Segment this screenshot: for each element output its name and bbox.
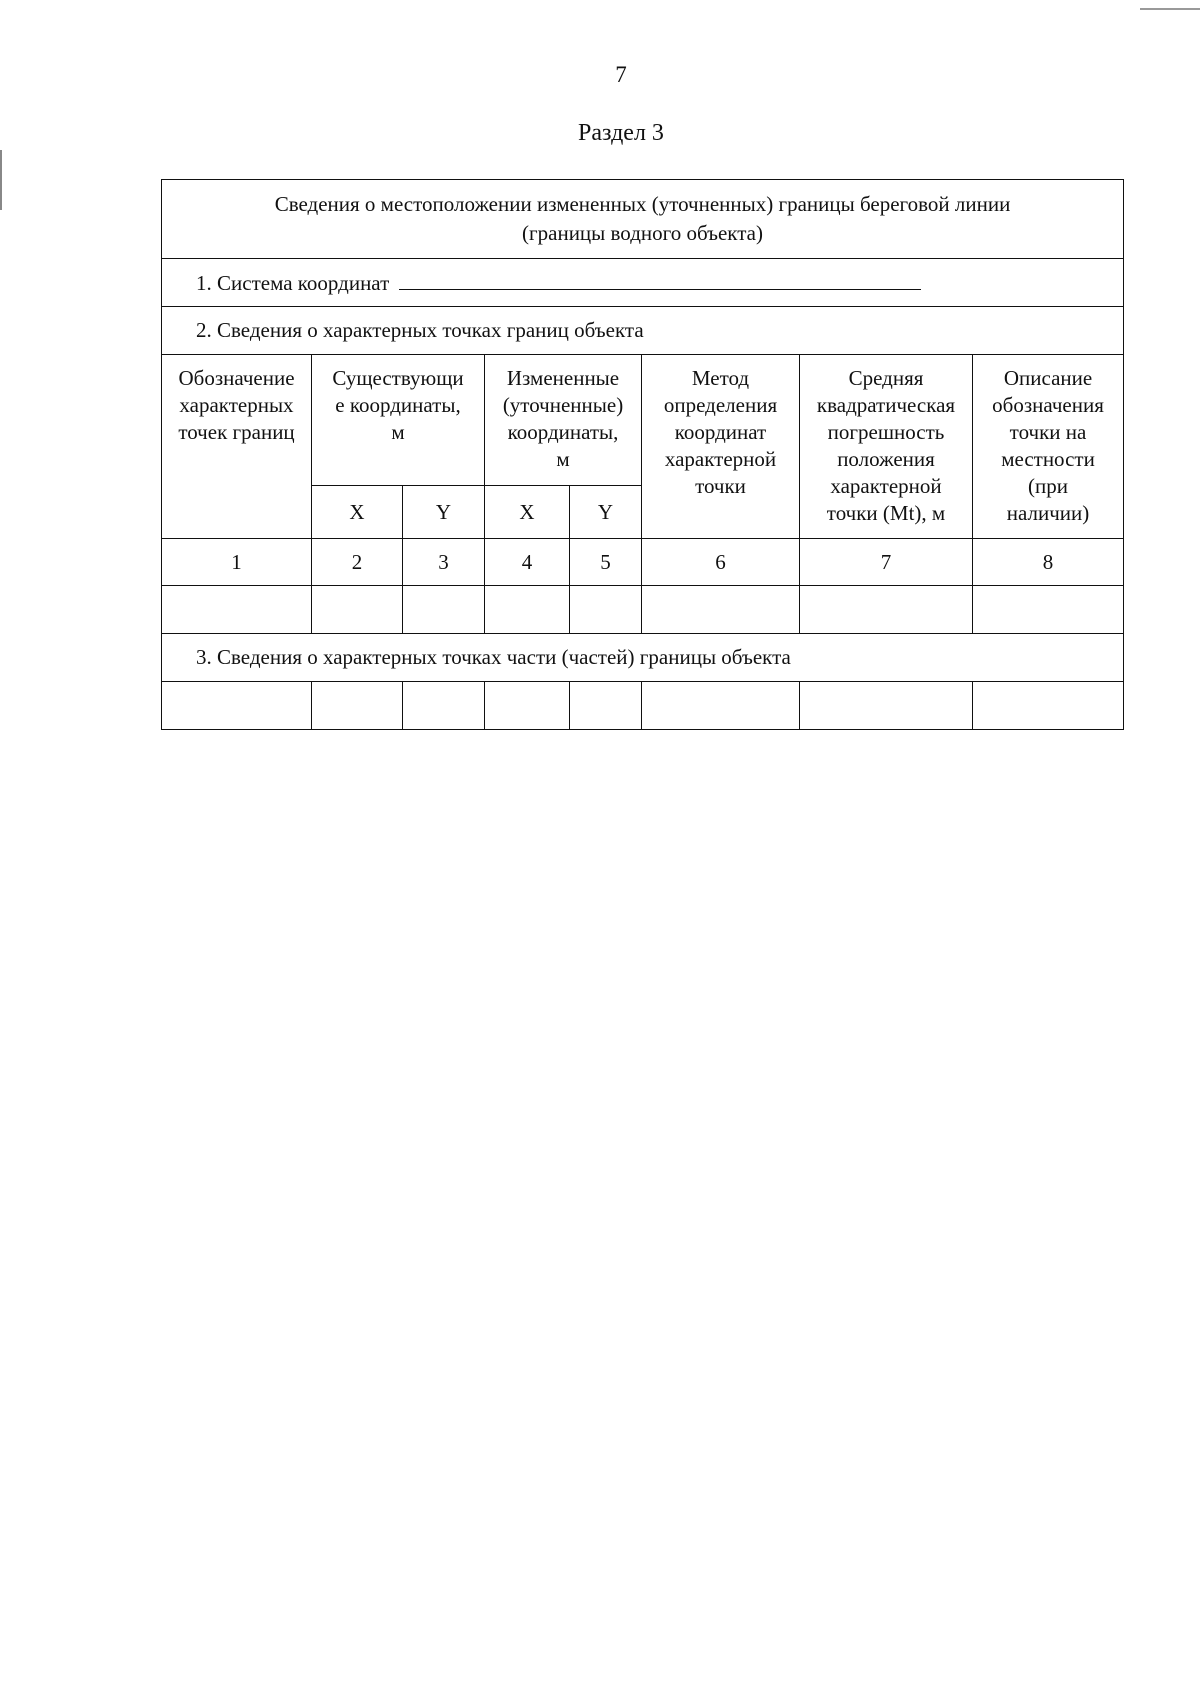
coord-system-label: 1. Система координат <box>196 270 390 295</box>
empty-cell[interactable] <box>570 682 642 730</box>
header-existing-y: Y <box>403 486 485 539</box>
header-designation: Обозначение характерных точек границ <box>162 355 312 539</box>
header-mean-error: Средняя квадратическая погрешность положения характерной точки (Mt), м <box>800 355 973 539</box>
empty-cell[interactable] <box>403 586 485 634</box>
empty-cell[interactable] <box>403 682 485 730</box>
empty-cell[interactable] <box>312 586 403 634</box>
column-number: 6 <box>642 539 800 586</box>
empty-cell[interactable] <box>162 586 312 634</box>
table-row <box>162 586 1124 634</box>
header-changed-coords: Измененные (уточненные) координаты, м <box>485 355 642 486</box>
column-number: 5 <box>570 539 642 586</box>
empty-cell[interactable] <box>642 682 800 730</box>
empty-cell[interactable] <box>973 586 1124 634</box>
empty-cell[interactable] <box>800 682 973 730</box>
column-number-row <box>162 539 1124 586</box>
column-number: 1 <box>162 539 312 586</box>
empty-cell[interactable] <box>800 586 973 634</box>
empty-cell[interactable] <box>485 682 570 730</box>
empty-cell[interactable] <box>312 682 403 730</box>
page-number: 7 <box>615 62 627 87</box>
column-number: 8 <box>973 539 1124 586</box>
coord-system-row <box>162 259 1124 307</box>
column-number: 3 <box>403 539 485 586</box>
parts-section-label: 3. Сведения о характерных точках части (частей) границы объекта <box>162 634 1124 682</box>
empty-cell[interactable] <box>485 586 570 634</box>
points-section-label: 2. Сведения о характерных точках границ объекта <box>162 307 1124 355</box>
scan-edge-mark <box>1140 8 1200 10</box>
column-number: 2 <box>312 539 403 586</box>
header-changed-y: Y <box>570 486 642 539</box>
empty-cell[interactable] <box>642 586 800 634</box>
header-existing-x: X <box>312 486 403 539</box>
table-row <box>162 682 1124 730</box>
empty-cell[interactable] <box>570 586 642 634</box>
section-title: Раздел 3 <box>578 120 664 146</box>
column-number: 7 <box>800 539 973 586</box>
table-caption <box>162 180 1124 259</box>
table-caption-line: Сведения о местоположении измененных (уточненных) границы береговой линии <box>274 192 1011 216</box>
header-description: Описание обозначения точки на местности (при наличии) <box>973 355 1124 539</box>
column-number: 4 <box>485 539 570 586</box>
scan-edge-mark <box>0 150 2 210</box>
coord-system-field[interactable] <box>399 269 921 290</box>
header-changed-x: X <box>485 486 570 539</box>
header-method: Метод определения координат характерной точки <box>642 355 800 539</box>
table-caption-line: (границы водного объекта) <box>522 221 763 245</box>
empty-cell[interactable] <box>162 682 312 730</box>
empty-cell[interactable] <box>973 682 1124 730</box>
header-existing-coords: Существующи е координаты, м <box>312 355 485 486</box>
boundary-points-table <box>161 179 1124 730</box>
